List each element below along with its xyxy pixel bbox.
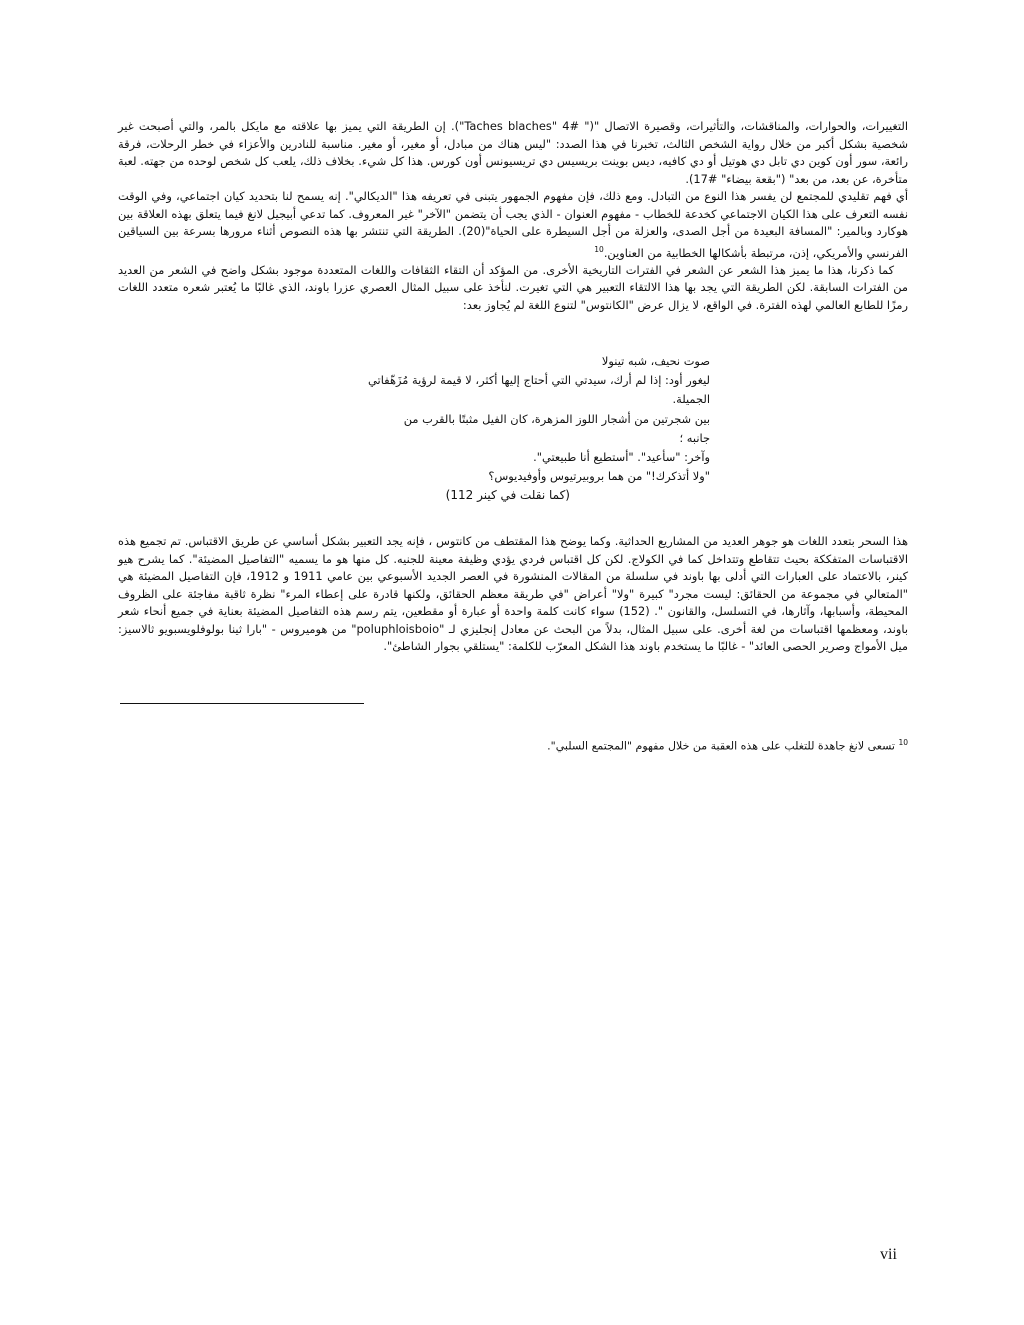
paragraph-2: [118, 188, 908, 262]
poem-line: ليغور أود: إذا لم أرك، سيدتي التي أحتاج إليها أكثر، لا قيمة لرؤية مُزَهّفاتي: [368, 373, 710, 388]
page-number: vii: [880, 1246, 897, 1263]
footnote-text: تسعى لانغ جاهدة للتغلب على هذه العقبة من خلال مفهوم "المجتمع السلبي".: [547, 739, 895, 753]
paragraph-1: التغييرات، والحوارات، والمناقشات، والتأثيرات، وقصيرة الاتصال "(" #4 "Taches blaches"). إن الطريقة التي يميز بها علاقته مع مايكل بالمر، والتي أصبحت غير شخصية بشكل أكبر من خلال رواية الشخص الثالث، تخبرنا في هذا الصدد: "ليس هناك من مبادل، أو مغير، أو مغير. مناسبة للنادرين والأعزاء في خطر الرحلات، فرقة رائعة، سور أون كوين دي تابل دي هوتيل أو دي كافيه، ديس بوينت بريسيس دي تريسيونس أون كورس. هذا كل شيء. بخلاف ذلك، يلعب كل شخص لوحده من جهته. لعبة متأخرة، عن بعد، من بعد" ("بقعة بيضاء" #17).: [118, 119, 908, 186]
body-text-top: [118, 118, 908, 314]
paragraph-3: كما ذكرنا، هذا ما يميز هذا الشعر عن الشعر في الفترات التاريخية الأخرى. من المؤكد أن التقاء الثقافات واللغات المتعددة موجود بشكل واضح في الشعر من العديد من الفترات السابقة. لكن الطريقة التي يجد بها هذا الالتقاء التعبير هي التي تغيرت. لنأخذ على سبيل المثال العصري عزرا باوند، الذي غالبًا ما يُعتبر شعره متعدد اللغات رمزًا للطابع العالمي لهذه الفترة. في الواقع، لا يزال عرض "الكانتوس" لتنوع اللغة لم يُجاوز بعد:: [118, 262, 908, 312]
poem-citation: (كما نقلت في كينر 112): [445, 488, 570, 503]
poem-line: الجميلة.: [672, 392, 710, 407]
paragraph-2-text: أي فهم تقليدي للمجتمع لن يفسر هذا النوع من التبادل. ومع ذلك، فإن مفهوم الجمهور يتبنى في تعريفه هذا "الديكالي". إنه يسمح لنا بتحديد كيان اجتماعي، وفي الوقت نفسه التعرف على هذا الكيان الاجتماعي كخدعة للخطاب - مفهوم العنوان - الذي يجب أن يتضمن "الآخر" غير المعروف. كما تدعي أبيجيل لانغ فيما يتعلق بهذه العلاقة بين هوكارد وبالمير: "المسافة البعيدة من أجل الصدى، والعزلة من أجل السيطرة على الحياة"(20). الطريقة التي تنتشر بها هذه النصوص أثناء مرورها بسرعة بين السياقين الفرنسي والأمريكي، إذن، مرتبطة بأشكالها الخطابية من العناوين.: [118, 189, 908, 260]
footnote-number: 10: [898, 738, 908, 747]
body-text-bottom: [118, 533, 908, 656]
footnote-divider: [120, 703, 364, 704]
poem-line: وآخر: "سأعيد". "أستطيع أنا طبيعتي".: [533, 450, 710, 465]
poem-line: "ولا أتذكرك!" من هما بروبيرتيوس وأوفيديوس؟: [488, 469, 710, 484]
poem-line: جانبه ؛: [679, 430, 710, 445]
poem-line: بين شجرتين من أشجار اللوز المزهرة، كان الفيل مثبتًا بالقرب من: [403, 411, 710, 426]
paragraph-4: هذا السحر بتعدد اللغات هو جوهر العديد من المشاريع الحداثية. وكما يوضح هذا المقتطف من كانتوس ، فإنه يجد التعبير بشكل أساسي عن طريق الاقتباس. تم تجميع هذه الاقتباسات المتفككة بحيث تتقاطع وتتداخل كما في الكولاج. لكن كل اقتباس فردي يؤدي وظيفة معينة للجنيه. كل منها هو ما يسميه "التفاصيل المضيئة". كما يشرح هيو كينر، بالاعتماد على العبارات التي أدلى بها باوند في سلسلة من المقالات المنشورة في العصر الجديد الأسبوعي بين عامي 1911 و 1912، فإن التفاصيل المضيئة هي "المتعالي في مجموعة من الحقائق: ليست مجرد" كبيرة "ولا" أعراض "في طريقة معظم الحقائق، ولكنها قادرة على إعطاء المرء" نظرة ثاقبة مفاجئة على الظروف المحيطة، وأسبابها، وآثارها، في التسلسل، والقانون ". (152) سواء كانت كلمة واحدة أو عبارة أو مقطعين، يتم رسم هذه التفاصيل المضيئة بعناية في جميع أنحاء شعر باوند، ومعظمها اقتباسات من لغة أخرى. على سبيل المثال، بدلاً من البحث عن معادل إنجليزي لـ "poluphloisboio" من هوميروس - "بارا ثينا بولوفلويسبويو ثالاسيز: ميل الأمواج وصرير الحصى العائد" - غالبًا ما يستخدم باوند هذا الشكل المعرّب للكلمة: "يستلقي بجوار الشاطئ".: [118, 534, 909, 653]
poem-quotation: [340, 352, 710, 506]
footnote: [118, 735, 908, 755]
footnote-ref: 10: [594, 244, 604, 254]
poem-line: صوت نحيف، شبه تينولا: [601, 354, 710, 368]
